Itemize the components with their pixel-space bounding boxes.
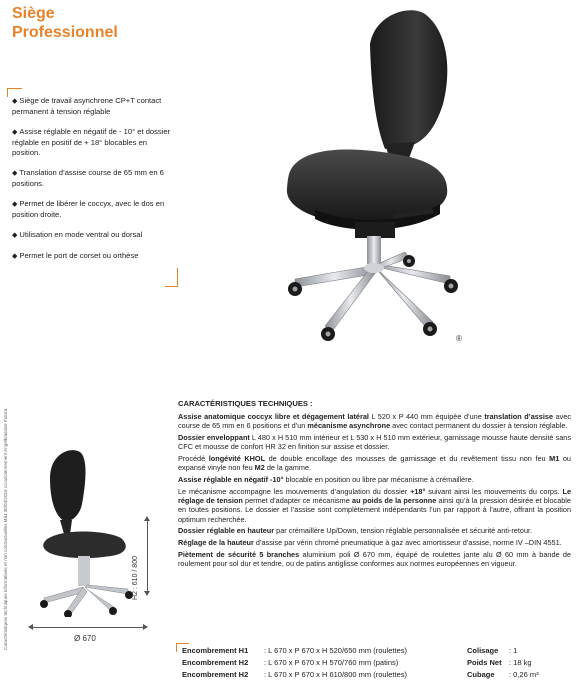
tech-paragraph: Piètement de sécurité 5 branches aluminium poli Ø 670 mm, équipé de roulettes jante alu Ø 60 mm à bande de roulement pour sol dur et tendre, ou de patins antiglisse conformes aux normes européennes en vigueur. bbox=[178, 550, 571, 569]
side-caption: Caractéristiques techniques informatives et non contractuelles MàJ 30/04/2015 co-anciennement Angelk/assise Futura bbox=[3, 408, 8, 650]
feature-text: Permet de libérer le coccyx, avec le dos en position droite. bbox=[12, 199, 165, 219]
height-dimension-label: H2 : 610 / 800 bbox=[132, 556, 139, 600]
feature-text: Permet le port de corset ou orthèse bbox=[19, 251, 139, 260]
height-arrow bbox=[147, 520, 148, 592]
spec-row: Encombrement H2 : L 670 x P 670 x H 610/800 mm (roulettes) bbox=[182, 670, 407, 679]
spec-row: Encombrement H2 : L 670 x P 670 x H 570/760 mm (patins) bbox=[182, 658, 399, 667]
accent-bracket-bottom bbox=[165, 268, 178, 287]
spec-row: Poids Net : 18 kg bbox=[467, 658, 532, 667]
diameter-arrow bbox=[32, 627, 144, 628]
tech-paragraph: Dossier réglable en hauteur par crémaillère Up/Down, tension réglable personnalisée et sécurité anti-retour. bbox=[178, 526, 533, 536]
feature-item bbox=[12, 199, 177, 220]
chair-photo-small bbox=[36, 442, 136, 617]
feature-list bbox=[12, 96, 177, 272]
diamond-bullet-icon: ◆ bbox=[12, 129, 18, 136]
feature-text: Utilisation en mode ventral ou dorsal bbox=[19, 230, 143, 239]
registered-mark: ® bbox=[456, 334, 462, 343]
diamond-bullet-icon: ◆ bbox=[12, 170, 18, 177]
tech-paragraph: Dossier enveloppant L 480 x H 510 mm intérieur et L 530 x H 510 mm extérieur, garnissage mousse haute densité sans CFC et mousse de confort HR 32 en finition sur assise et dossier. bbox=[178, 433, 571, 452]
tech-paragraph: Procédé longévité KHOL de double encollage des mousses de garnissage et du revêtement tissu non feu M1 ou expansé vinyle non feu M2 de la gamme. bbox=[178, 454, 571, 473]
tech-paragraph: Le mécanisme accompagne les mouvements d’angulation du dossier +18° suivant ainsi les mouvements du corps. Le réglage de tension permet d’adapter ce mécanisme au poids de la personne ainsi qu’à la pression désirée et blocable en toutes positions. Le dossier et l’assise sont complètement indépendants l’un par rapport à l’autre, offrant la position optimum recherchée. bbox=[178, 487, 571, 524]
feature-text: Siège de travail asynchrone CP+T contact permanent à tension réglable bbox=[12, 96, 162, 116]
spec-row: Colisage : 1 bbox=[467, 646, 518, 655]
title-line-2: Professionnel bbox=[12, 24, 118, 41]
tech-heading: CARACTÉRISTIQUES TECHNIQUES : bbox=[178, 399, 313, 408]
diamond-bullet-icon: ◆ bbox=[12, 232, 18, 239]
tech-paragraph: Assise réglable en négatif -10° blocable en position ou libre par mécanisme à crémaillère. bbox=[178, 475, 474, 485]
feature-text: Assise réglable en négatif de - 10° et dossier réglable en positif de + 18° blocables en position. bbox=[12, 127, 171, 157]
chair-photo-large bbox=[275, 4, 465, 344]
tech-paragraph: Réglage de la hauteur d’assise par vérin chromé pneumatique à gaz avec amortisseur d’assise, norme IV –DIN 4551. bbox=[178, 538, 562, 548]
spec-row: Encombrement H1 : L 670 x P 670 x H 520/650 mm (roulettes) bbox=[182, 646, 407, 655]
spec-row: Cubage : 0,26 m³ bbox=[467, 670, 539, 679]
feature-item bbox=[12, 127, 177, 158]
feature-item bbox=[12, 168, 177, 189]
tech-paragraph: Assise anatomique coccyx libre et dégagement latéral L 520 x P 440 mm équipée d’une translation d’assise avec course de 65 mm en 6 positions et d’un mécanisme asynchrone avec contact permanent du dossier à tension réglable. bbox=[178, 412, 571, 431]
technical-characteristics bbox=[178, 399, 571, 571]
dimensions-table bbox=[182, 645, 407, 681]
diameter-dimension-label: Ø 670 bbox=[74, 634, 96, 643]
feature-item bbox=[12, 96, 177, 117]
diamond-bullet-icon: ◆ bbox=[12, 98, 18, 105]
shipping-table bbox=[467, 645, 539, 681]
title-line-1: Siège bbox=[12, 5, 55, 22]
diamond-bullet-icon: ◆ bbox=[12, 253, 18, 260]
feature-item bbox=[12, 230, 177, 241]
feature-text: Translation d’assise course de 65 mm en 6 positions. bbox=[12, 168, 164, 188]
feature-item bbox=[12, 251, 177, 262]
diamond-bullet-icon: ◆ bbox=[12, 201, 18, 208]
page-title bbox=[12, 4, 118, 42]
